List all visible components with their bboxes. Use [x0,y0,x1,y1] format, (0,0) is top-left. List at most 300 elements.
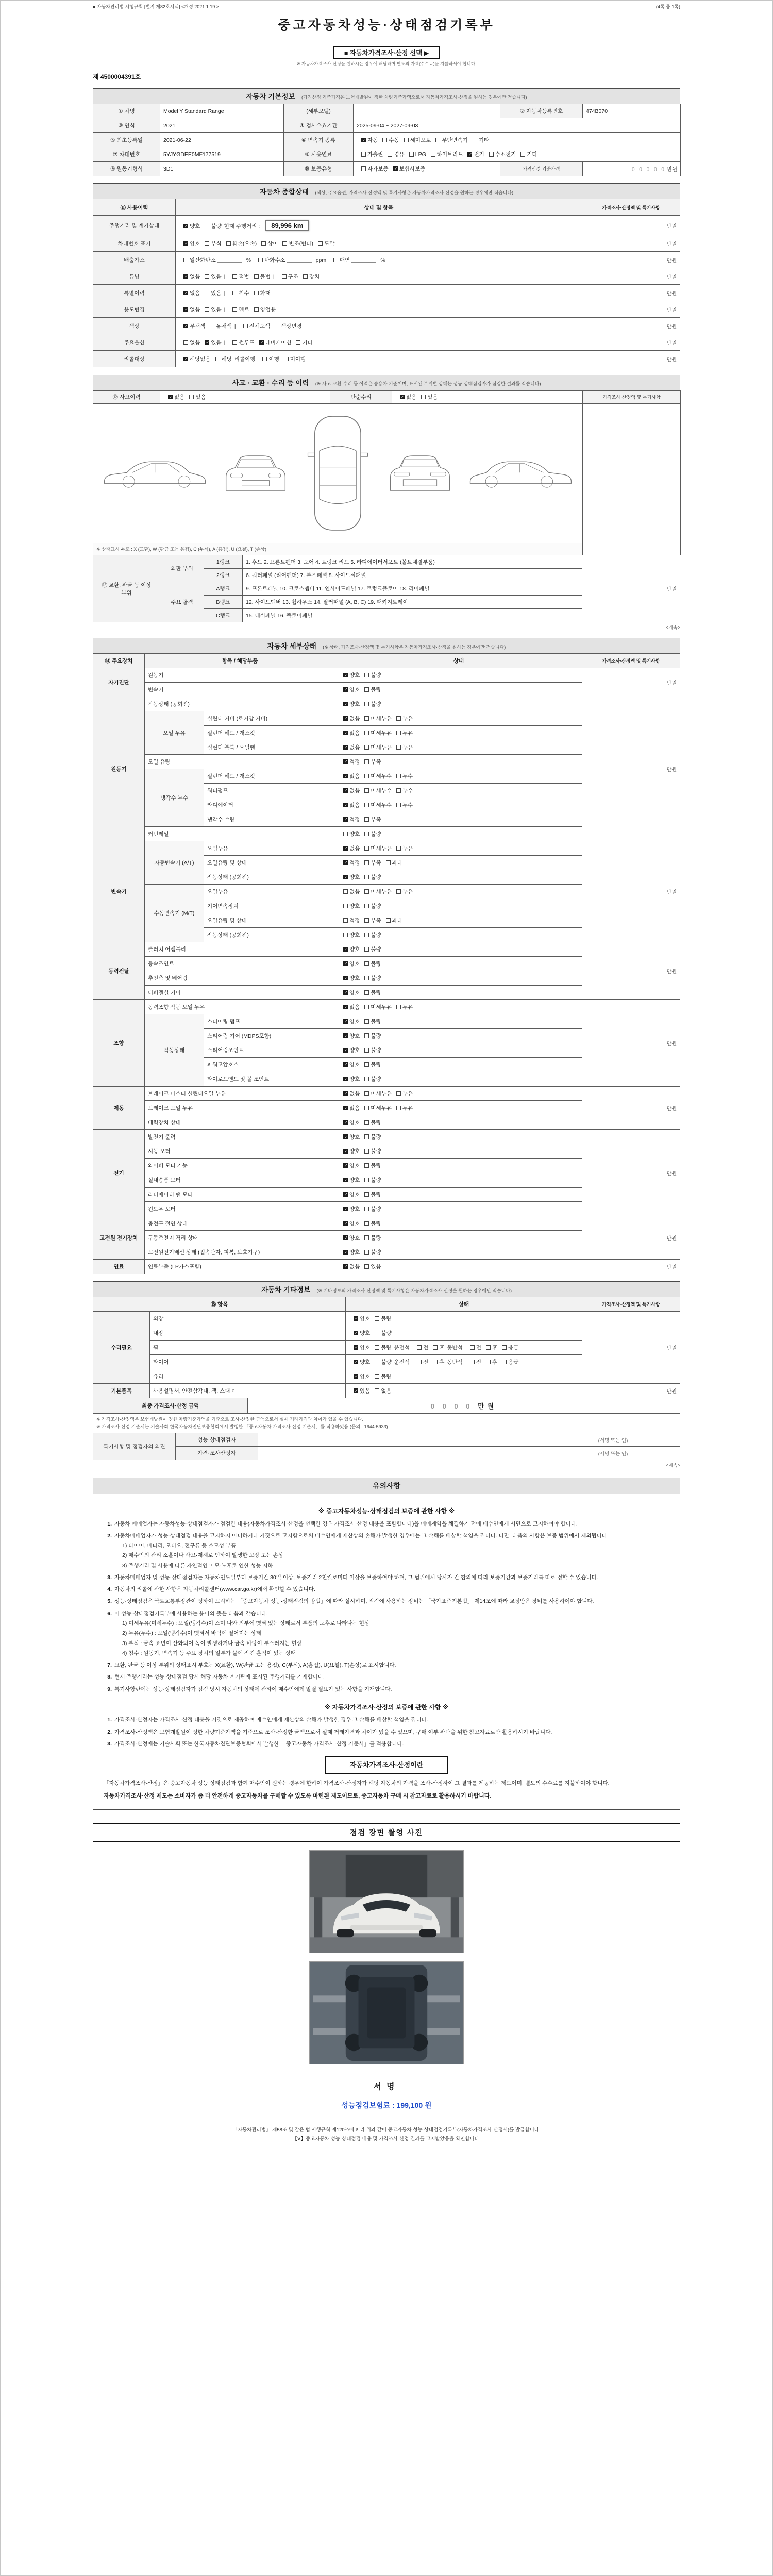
checkbox-icon [282,241,287,246]
rank-name: C랭크 [204,609,243,622]
checkbox-icon [254,291,259,295]
device-row [93,1087,680,1101]
rank-items: 12. 사이드멤버 13. 휠하우스 14. 필러패널 (A, B, C) 19. 패키지트레이 [243,596,582,609]
checkbox-option [392,1090,413,1097]
car-name-label: ① 차명 [93,104,160,118]
checkbox-option [279,355,306,363]
option-label: 유채색 [216,323,232,329]
option-label: 불량 [371,687,381,693]
checkbox-icon [261,241,266,246]
usage-label: 용도변경 [93,301,176,318]
option-label: 불량 [371,1120,381,1126]
checkbox-option [426,150,463,158]
checkbox-icon [364,687,369,692]
option-label: 전 [423,1359,429,1365]
warranty-notice-header: ※ 중고자동차성능·상태점검의 보증에 관한 사항 ※ [318,1507,455,1515]
checkbox-option [357,150,383,158]
device-state [346,1326,582,1341]
option-label: 도말 [324,241,335,247]
option-label: 양호 [349,1235,360,1241]
checkbox-icon [232,307,237,312]
option-label: 양호 [349,1062,360,1068]
option-label: 누유 [402,1105,413,1111]
device-state [335,1260,582,1274]
photo-front-art [310,1851,463,1953]
option-label: 색상변경 [281,323,302,329]
usage-history-row [93,252,680,268]
price-cell: 만원 [582,334,680,351]
checkbox-icon [396,846,401,851]
checkbox-option [360,945,381,953]
price-cell: 만원 [582,252,680,268]
price-cell: 만원 [582,1087,680,1130]
inspector-row [93,1433,680,1447]
checkbox-icon [375,1374,379,1379]
device-state [346,1369,582,1384]
highlighted-value: 89,996 km [265,220,309,231]
car-side-left-diagram [99,455,210,492]
option-label: 양호 [349,1192,360,1198]
option-label: 양호 [349,961,360,967]
footer-line-2: 【Ⅴ】중고자동차 성능·상태점검 내용 및 가격조사·산정 결과를 고지받았음을 확인합니다. [292,2136,481,2142]
notice-number: 7. [107,1662,112,1669]
option-label: 양호 [349,831,360,837]
notice-number: 1. [107,1520,112,1527]
option-label: 양호 [360,1374,371,1380]
device-state [335,1043,582,1058]
device-item: 스티어링조인트 [204,1043,335,1058]
checkbox-icon [364,961,369,966]
option-label: 미세누유 [371,716,392,722]
checkbox-icon [364,1221,369,1226]
checkbox-icon [364,788,369,793]
option-label: 불량 [371,701,381,707]
price-cell: 만원 [582,1130,680,1216]
checkbox-option [378,136,399,144]
state-text: % [380,257,385,263]
checkbox-icon [386,918,391,923]
checked-checkbox-icon [183,224,188,228]
checkbox-icon [417,1345,422,1350]
option-label: 경유 [394,151,405,158]
device-item: 오일유량 및 상태 [204,856,335,870]
appraisal-notice-header: ※ 자동차가격조사·산정의 보증에 관한 사항 ※ [324,1703,449,1711]
option-label: 썬루프 [239,340,255,346]
device-state [335,697,582,711]
usage-state-cell [176,268,582,285]
checkbox-icon [375,1316,379,1321]
checkbox-option [360,1032,381,1040]
option-label: 있음 [195,394,206,400]
checkbox-option [360,1133,381,1141]
notice-subitem: 2) 누유(누수) : 오일(냉각수)이 맺혀서 바닥에 떨어지는 상태 [122,1630,261,1637]
option-label: 일산화탄소 [190,257,216,263]
checkbox-icon [364,846,369,851]
checkbox-option [339,917,360,924]
checked-checkbox-icon [343,846,348,851]
notice-number: 4. [107,1586,112,1593]
section-title: 자동차 기타정보 [261,1286,310,1294]
device-item: 타이어 [150,1355,346,1369]
checked-checkbox-icon [343,1033,348,1038]
checkbox-icon [254,307,259,312]
checkbox-option [179,256,216,264]
device-state [335,856,582,870]
checkbox-option [228,273,249,280]
option-label: 불량 [371,1192,381,1198]
car-rear-diagram [381,449,459,498]
usage-label: 차대번호 표기 [93,235,176,252]
exchange-rank-table [93,555,680,622]
device-state [335,1173,582,1188]
usage-history-row [93,334,680,351]
device-item: 디퍼렌셜 기어 [145,986,335,1000]
state-text: | [224,340,226,346]
notice-section [93,1478,680,1810]
form-reference: ■ 자동차관리법 시행규칙 [별지 제82호서식] <개정 2021.1.19.> [93,4,219,9]
option-label: 무채색 [190,323,206,329]
inspector-sign: (서명 또는 인) [546,1433,680,1447]
checkbox-icon [375,1360,379,1364]
option-label: 불량 [371,975,381,981]
option-label: 적법 [239,274,249,280]
usage-history-row [93,235,680,252]
checkbox-option [360,729,392,737]
appraisal-definition-text: 「자동차가격조사·산정」은 중고자동차 성능·상태점검과 함께 매수인이 원하는 경우에 한하여 가격조사·산정자가 해당 자동차의 가격을 조사·산정하여 그 결과를 제공하는 제도이며, 별도의 수수료를 지불하여야 합니다. [104,1780,610,1787]
checkbox-option [360,816,381,823]
checkbox-icon [433,1360,438,1364]
option-label: 없음 [349,1091,360,1097]
checkbox-option [339,945,360,953]
device-item: 오일유량 및 상태 [204,913,335,928]
checkbox-option [360,844,392,852]
checkbox-option [339,1147,360,1155]
etc-header-row [93,1297,680,1312]
col-state: 상태 [346,1297,582,1312]
notice-item [104,1532,669,1540]
checkbox-icon [364,889,369,894]
checkbox-option [339,1075,360,1083]
checkbox-option [360,917,381,924]
final-note-1: ※ 가격조사·산정액은 보험개발원이 정한 차량기준가액을 기준으로 조사·산정한 금액으로서 실제 거래가격과 차이가 있을 수 있습니다. [96,1417,364,1422]
base-price-digits: 0 0 0 0 0 [631,167,666,173]
checkbox-icon [486,1345,491,1350]
notice-item [104,1716,669,1724]
device-row [93,1312,680,1326]
option-label: 적정 [349,759,360,765]
checkbox-icon [364,990,369,995]
checkbox-icon [284,357,289,361]
notice-text: 자동차 매매업자는 자동차성능·상태점검자가 점검한 내용(자동차가격조사·산정을 선택한 경우 가격조사·산정 내용을 포함합니다)을 매매계약을 체결하기 전에 매수인에게 서면으로 고지하여야 합니다. [114,1520,578,1527]
final-price-value [248,1398,680,1414]
checkbox-option [329,256,350,264]
usage-label: 주행거리 및 계기상태 [93,216,176,235]
device-item: 와이퍼 모터 기능 [145,1159,335,1173]
checkbox-option [179,338,200,346]
checkbox-option [179,240,200,247]
option-label: 없음 [349,773,360,779]
price-cell: 만원 [582,697,680,841]
checkbox-option [339,787,360,794]
usage-history-row [93,301,680,318]
option-label: 후 [439,1359,445,1365]
option-label: 양호 [349,932,360,938]
option-label: 매연 [340,257,350,263]
device-state [335,1231,582,1245]
checkbox-icon [364,1091,369,1096]
rank-name: B랭크 [204,596,243,609]
checkbox-option [389,165,426,173]
accident-history-options [160,391,330,404]
checkbox-icon [473,138,477,142]
checkbox-option [255,338,292,346]
option-label: 변조(변타) [289,241,314,247]
option-label: 없음 [349,744,360,751]
checkbox-option [357,136,378,144]
option-label: 이행 [268,356,279,362]
checkbox-option [339,1003,360,1011]
rank-group: 주요 골격 [160,582,204,622]
option-label: 해당 [221,356,232,362]
option-label: 양호 [360,1359,371,1365]
device-item: 라디에이터 팬 모터 [145,1188,335,1202]
checkbox-option [481,1344,497,1351]
checkbox-option [357,165,389,173]
state-text: 동반석 [447,1359,463,1365]
notice-text: 이 성능·상태점검기록부에 사용하는 용어의 뜻은 다음과 같습니다. [114,1610,268,1617]
state-text: % [246,257,251,263]
option-label: 없음 [190,307,200,313]
checkbox-option [360,989,381,996]
section-note: (※ 상태, 가격조사·산정액 및 특기사항은 자동차가격조사·산정을 원하는 경우에만 적습니다) [323,645,506,650]
checked-checkbox-icon [168,395,173,399]
checkbox-option [395,393,416,401]
option-label: 부족 [371,860,381,866]
checkbox-icon [364,875,369,879]
device-item: 스티어링 펌프 [204,1014,335,1029]
checkbox-option [249,289,271,297]
checkbox-icon [364,860,369,865]
checked-checkbox-icon [343,961,348,966]
option-label: 없음 [190,274,200,280]
checkbox-option [465,1358,481,1366]
option-label: 양호 [349,701,360,707]
device-state [335,798,582,812]
etc-info-table [93,1297,680,1398]
base-price-unit: 만원 [667,167,677,173]
option-label: 부족 [371,759,381,765]
first-reg-value: 2021-06-22 [160,133,284,147]
checkbox-option [360,700,381,708]
checkbox-option [360,960,381,968]
checkbox-option [349,1329,370,1337]
option-label: 자가보증 [367,166,389,172]
option-label: 불량 [371,874,381,880]
option-label: 후 [492,1345,498,1351]
checked-checkbox-icon [343,1062,348,1067]
blank-field [351,257,376,263]
usage-label: 색상 [93,318,176,334]
checkbox-option [179,273,200,280]
device-state [335,928,582,942]
device-row [93,1260,680,1274]
notice-item [104,1673,669,1681]
device-item: 작동상태 (공회전) [204,870,335,885]
checkbox-option [405,151,426,158]
device-state [335,769,582,784]
checkbox-icon [243,324,248,328]
notice-subitem: 3) 부식 : 금속 표면이 산화되어 녹이 발생하거나 금속 바탕이 부스러지는 현상 [122,1640,302,1647]
checkbox-option [339,830,360,838]
device-item: 실린더 블록 / 오일팬 [204,740,335,755]
device-row [93,1384,680,1398]
checkbox-option [468,136,489,144]
checkbox-icon [396,1091,401,1096]
blank-field [217,257,242,263]
final-price-table [93,1398,680,1433]
checkbox-option [228,338,254,346]
device-item: 스티어링 기어 (MDPS포함) [204,1029,335,1043]
option-label: 탄화수소 [264,257,285,263]
state-text: 리콜이행 [234,356,256,362]
checkbox-option [360,1090,392,1097]
option-label: 보험사보증 [399,166,426,172]
checkbox-option [339,974,360,982]
checked-checkbox-icon [343,759,348,764]
checkbox-icon [364,1019,369,1024]
accident-history-table [93,390,681,404]
option-label: 적정 [349,817,360,823]
device-state [335,841,582,856]
checkbox-option [179,222,200,230]
state-text: | [234,323,236,329]
checkbox-icon [388,152,392,157]
device-item: 연료누출 (LP가스포함) [145,1260,335,1274]
year-value: 2021 [160,118,284,133]
price-cell: 만원 [582,351,680,367]
option-label: 없음 [174,394,185,400]
device-state [335,1130,582,1144]
checked-checkbox-icon [343,673,348,677]
price-cell: 만원 [582,942,680,1000]
option-label: 누수 [402,788,413,794]
checkbox-option [370,1358,391,1366]
checkbox-icon [364,832,369,836]
detail-status-table [93,653,680,1274]
option-label: 양호 [360,1345,371,1351]
usage-state-cell [176,235,582,252]
checked-checkbox-icon [343,875,348,879]
device-row [93,1000,680,1014]
device-item: 작동상태 (공회전) [145,697,335,711]
checkbox-option [360,1219,381,1227]
checkbox-option [200,338,221,346]
document-header [93,15,680,67]
opinion-label: 특기사항 및 점검자의 의견 [93,1433,176,1460]
device-item: 실내송풍 모터 [145,1173,335,1188]
overall-status-table [93,199,680,367]
checkbox-icon [404,138,409,142]
checkbox-icon [489,152,494,157]
device-item: 변속기 [145,683,335,697]
option-label: 수소전기 [495,151,516,158]
checkbox-option [360,1205,381,1213]
checkbox-icon [396,731,401,735]
checkbox-option [349,1344,370,1351]
checkbox-option [431,136,468,144]
checkbox-option [339,743,360,751]
checkbox-option [360,1176,381,1184]
price-cell: 만원 [582,841,680,942]
usage-state-cell [176,285,582,301]
device-group: 제동 [93,1087,145,1130]
option-label: 미세누유 [371,845,392,852]
section-note: (※ 사고·교환·수리 등 이력은 승용차 기준이며, 표시된 부위별 상태는 성능·상태점검자가 점검한 결과를 적습니다) [315,381,541,386]
device-item: 라디에이터 [204,798,335,812]
section-detail-status [93,638,680,653]
checkbox-icon [375,1388,379,1393]
fuel-options [354,147,681,162]
option-label: 있음 [211,290,222,296]
checkbox-option [399,136,431,144]
checked-checkbox-icon [343,1264,348,1269]
state-text: | [224,290,226,296]
option-label: 양호 [349,946,360,953]
checkbox-option [228,306,249,313]
checkbox-icon [364,933,369,937]
year-label: ③ 연식 [93,118,160,133]
appraiser-label: 가격·조사산정자 [176,1447,258,1460]
device-group: 연료 [93,1260,145,1274]
price-cell: 만원 [582,1260,680,1274]
exchange-label: ⑬ 교환, 판금 등 이상 부위 [93,555,160,622]
checked-checkbox-icon [343,731,348,735]
checkbox-icon [333,258,338,262]
appraisal-definition-title: 자동차가격조사·산정이란 [325,1756,448,1774]
checkbox-option [278,240,313,247]
checkbox-option [360,743,392,751]
inspection-period-label: ④ 검사유효기간 [284,118,354,133]
checkbox-icon [421,395,426,399]
usage-label: 튜닝 [93,268,176,285]
option-label: 기타 [302,340,313,346]
device-group: 고전원 전기장치 [93,1216,145,1260]
checkbox-option [339,758,360,766]
checkbox-icon [364,759,369,764]
diagram-price-cell [583,404,681,555]
option-label: 누유 [402,744,413,751]
checkbox-icon [364,1178,369,1182]
option-label: 미세누유 [371,730,392,736]
basic-row-5 [93,162,681,176]
checkbox-option [360,1061,381,1069]
section-title: 자동차 기본정보 [246,93,295,100]
device-item: 실린더 헤드 / 개스킷 [204,726,335,740]
notice-text: 자동차의 리콜에 관한 사항은 자동차리콜센터(www.car.go.kr)에서 확인할 수 있습니다. [114,1586,315,1593]
option-label: 누유 [402,716,413,722]
option-label: 있음 [211,340,222,346]
checkbox-icon [210,324,214,328]
checkbox-icon [364,817,369,822]
section-title: 자동차 세부상태 [267,642,316,650]
device-item: 충전구 절연 상태 [145,1216,335,1231]
device-item: 타이로드엔드 및 볼 조인트 [204,1072,335,1087]
price-appraisal-select-box [333,46,441,59]
checked-checkbox-icon [343,947,348,952]
device-item: 배력장치 상태 [145,1115,335,1130]
checked-checkbox-icon [343,788,348,793]
notice-number: 3. [107,1740,112,1747]
